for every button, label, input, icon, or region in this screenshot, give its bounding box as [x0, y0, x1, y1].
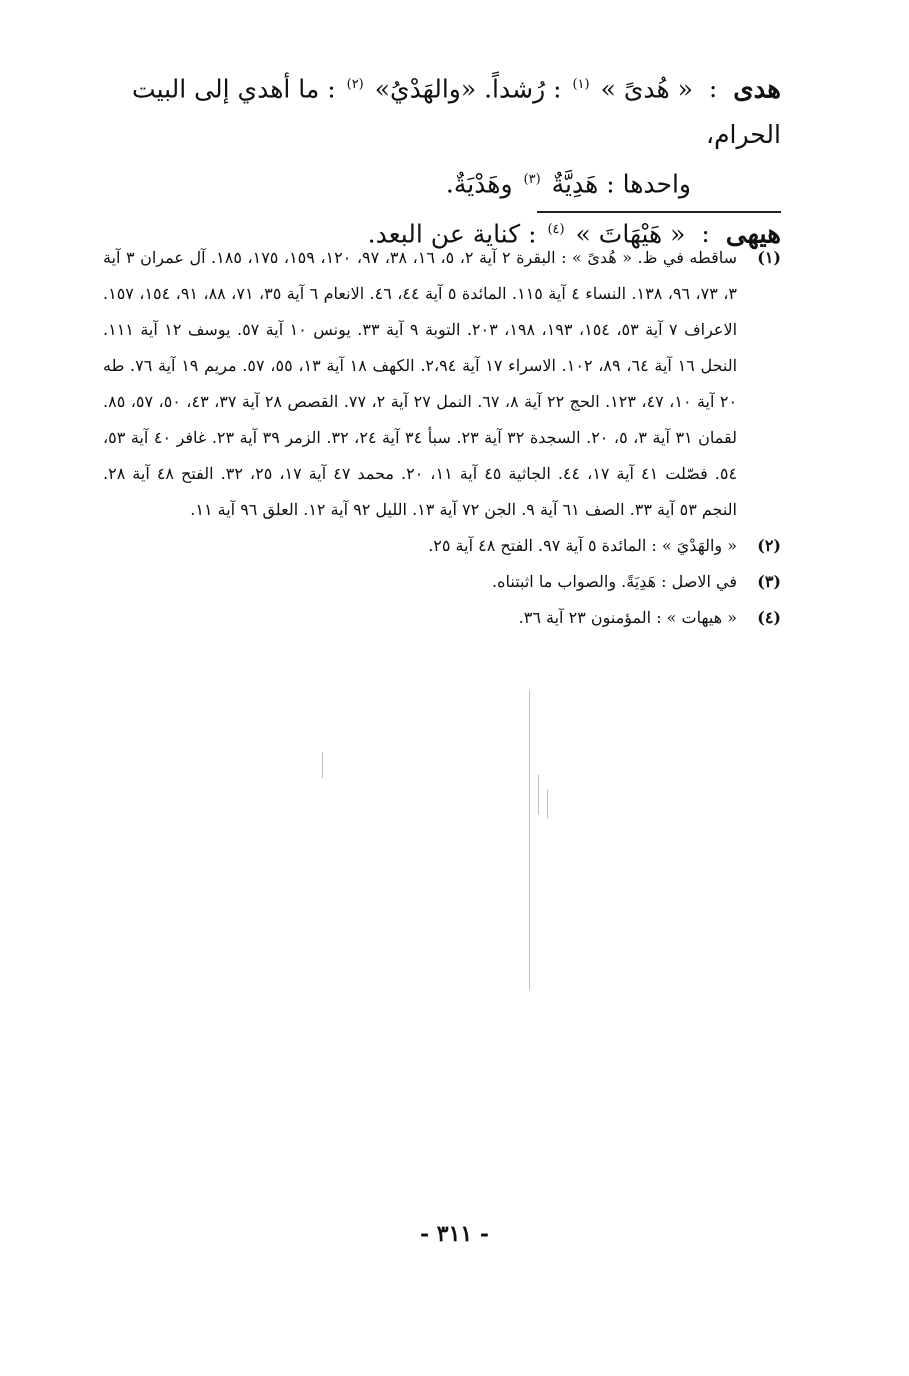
page-number: - ٣١١ -	[419, 1221, 490, 1247]
footnote-separator	[537, 211, 781, 213]
separator: :	[701, 218, 710, 248]
footnote	[103, 564, 781, 600]
footnote	[103, 600, 781, 636]
scan-artifact	[322, 752, 323, 778]
meaning: وهَدْيَةٌ.	[445, 169, 513, 199]
scan-artifact	[529, 690, 530, 990]
footnote-ref: (٢)	[346, 77, 364, 92]
footnote-text: في الاصل : هَدِيَةً. والصواب ما اثبتناه.	[492, 572, 737, 591]
open-quote: «	[677, 74, 693, 104]
footnote-ref: (٤)	[547, 221, 565, 237]
footnote-ref: (١)	[572, 77, 590, 92]
footnote-number: (٣)	[757, 572, 781, 591]
entry-huda	[91, 62, 781, 207]
meaning: : كناية عن البعد.	[367, 218, 537, 248]
footnote-number: (٤)	[757, 608, 781, 627]
close-quote: »	[600, 74, 616, 104]
scan-artifact	[538, 775, 539, 815]
footnote-number: (١)	[757, 248, 781, 267]
headword: هيهى	[725, 218, 781, 249]
quranic-word: «والهَدْيُ»	[374, 74, 477, 104]
footnote	[103, 528, 781, 564]
separator: :	[708, 74, 718, 104]
footnote-text: ساقطه في ظ. « هُدىً » : البقرة ٢ آية ٢، ٥، ١٦، ٣٨، ٩٧، ١٢٠، ١٥٩، ١٧٥، ١٨٥. آل عمران ٣ آية ٣، ٧٣، ٩٦، ١٣٨. النساء ٤ آية ١١٥. المائدة ٥ آية ٤٤، ٤٦. الانعام ٦ آية ٣٥، ٧١، ٨٨، ٩١، ١٥٤، ١٥٧. الاعراف ٧ آية ٥٣، ١٥٤، ١٩٣، ١٩٨، ٢٠٣. التوبة ٩ آية ٣٣. يونس ١٠ آية ٥٧. يوسف ١٢ آية ١١١. النحل ١٦ آية ٦٤، ٨٩، ١٠٢. الاسراء ١٧ آية ٢،٩٤. الكهف ١٨ آية ١٣، ٥٥، ٥٧. مريم ١٩ آية ٧٦. طه ٢٠ آية ١٠، ٤٧، ١٢٣. الحج ٢٢ آية ٨، ٦٧. النمل ٢٧ آية ٢، ٧٧. القصص ٢٨ آية ٣٧، ٤٣، ٥٠، ٥٧، ٨٥. لقمان ٣١ آية ٣، ٥، ٢٠. السجدة ٣٢ آية ٢٣. سبأ ٣٤ آية ٢٤، ٣٢. الزمر ٣٩ آية ٢٣. غافر ٤٠ آية ٥٣، ٥٤. فصّلت ٤١ آية ١٧، ٤٤. الجاثية ٤٥ آية ١١، ٢٠. محمد ٤٧ آية ١٧، ٢٥، ٣٢. الفتح ٤٨ آية ٢٨. النجم ٥٣ آية ٣٣. الصف ٦١ آية ٩. الجن ٧٢ آية ١٣. الليل ٩٢ آية ١٢. العلق ٩٦ آية ١١.	[103, 248, 738, 519]
footnote-text: « والهَدْيَ » : المائدة ٥ آية ٩٧. الفتح ٤٨ آية ٢٥.	[428, 536, 737, 555]
meaning: : رُشداً.	[484, 74, 562, 104]
footnotes	[103, 240, 781, 636]
footnote-ref: (٣)	[523, 172, 541, 188]
footnote	[103, 240, 781, 528]
quranic-word: « هَيْهَاتَ »	[575, 218, 686, 248]
meaning: : ما أهدي إلى البيت الحرام،	[132, 74, 781, 150]
quranic-word: هُدىً	[623, 74, 670, 104]
entry-continuation	[91, 157, 781, 206]
footnote-text: « هيهات » : المؤمنون ٢٣ آية ٣٦.	[518, 608, 737, 627]
footnote-number: (٢)	[757, 536, 781, 555]
scan-artifact	[547, 790, 548, 818]
headword: هدى	[733, 74, 781, 105]
meaning: واحدها : هَدِيَّةٌ	[551, 169, 691, 199]
dictionary-entries	[91, 62, 781, 257]
